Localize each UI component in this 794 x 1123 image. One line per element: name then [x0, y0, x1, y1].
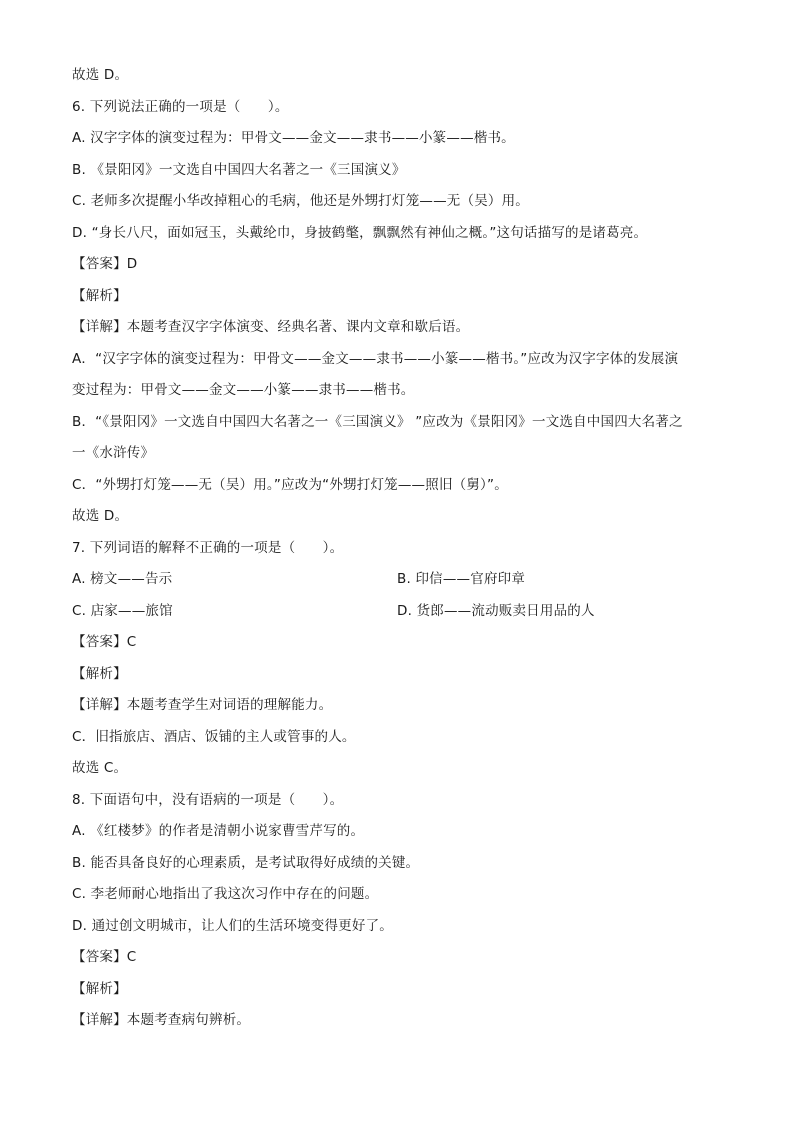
explanation-line: B．“《景阳冈》一文选自中国四大名著之一《三国演义》 ”应改为《景阳冈》一文选自中国四大名著之 [72, 413, 683, 430]
question-8: 8. 下面语句中，没有语病的一项是（ ）。 [72, 791, 344, 808]
option-row [72, 568, 722, 600]
analysis-tag: 【解析】 [72, 287, 127, 304]
conclusion-line: 故选 D。 [72, 67, 129, 83]
detail-line: 【详解】本题考查汉字字体演变、经典名著、课内文章和歇后语。 [72, 319, 470, 335]
option-row [72, 600, 722, 632]
option-c: C. 李老师耐心地指出了我这次习作中存在的问题。 [72, 886, 379, 902]
explanation-line: 一《水浒传》 [72, 445, 155, 461]
answer-tag: 【答案】D [72, 256, 138, 272]
analysis-tag: 【解析】 [72, 665, 127, 682]
conclusion-line: 故选 C。 [72, 760, 128, 776]
option-b: B. 能否具备良好的心理素质，是考试取得好成绩的关键。 [72, 854, 420, 871]
explanation-line: 变过程为：甲骨文——金文——小篆——隶书——楷书。 [72, 382, 415, 398]
option-b: B. 印信——官府印章 [397, 571, 526, 587]
answer-tag: 【答案】C [72, 949, 137, 965]
detail-line: 【详解】本题考查病句辨析。 [72, 1012, 251, 1028]
document-page [72, 64, 722, 1041]
explanation-line: C．旧指旅店、酒店、饭铺的主人或管事的人。 [72, 728, 356, 745]
option-d: D. 货郎——流动贩卖日用品的人 [397, 602, 595, 619]
explanation-line: C．“外甥打灯笼——无（吴）用。”应改为“外甥打灯笼——照旧（舅）”。 [72, 476, 508, 493]
answer-tag: 【答案】C [72, 634, 137, 650]
question-7: 7. 下列词语的解释不正确的一项是（ ）。 [72, 539, 344, 556]
option-d: D. 通过创文明城市，让人们的生活环境变得更好了。 [72, 917, 393, 934]
analysis-tag: 【解析】 [72, 980, 127, 997]
option-a: A. 《红楼梦》的作者是清朝小说家曹雪芹写的。 [72, 823, 365, 839]
option-c: C. 店家——旅馆 [72, 602, 173, 619]
option-a: A. 汉字字体的演变过程为：甲骨文——金文——隶书——小篆——楷书。 [72, 130, 515, 146]
option-b: B. 《景阳冈》一文选自中国四大名著之一《三国演义》 [72, 161, 406, 178]
detail-line: 【详解】本题考查学生对词语的理解能力。 [72, 697, 333, 713]
option-c: C. 老师多次提醒小华改掉粗心的毛病，他还是外甥打灯笼——无（吴）用。 [72, 193, 530, 209]
option-a: A. 榜文——告示 [72, 571, 173, 587]
explanation-line: A．“汉字字体的演变过程为：甲骨文——金文——隶书——小篆——楷书。”应改为汉字字体的发展演 [72, 350, 679, 367]
question-6: 6. 下列说法正确的一项是（ ）。 [72, 98, 289, 115]
conclusion-line: 故选 D。 [72, 508, 129, 524]
option-d: D. “身长八尺，面如冠玉，头戴纶巾，身披鹤氅，飘飘然有神仙之概。”这句话描写的是诸葛亮。 [72, 224, 648, 241]
